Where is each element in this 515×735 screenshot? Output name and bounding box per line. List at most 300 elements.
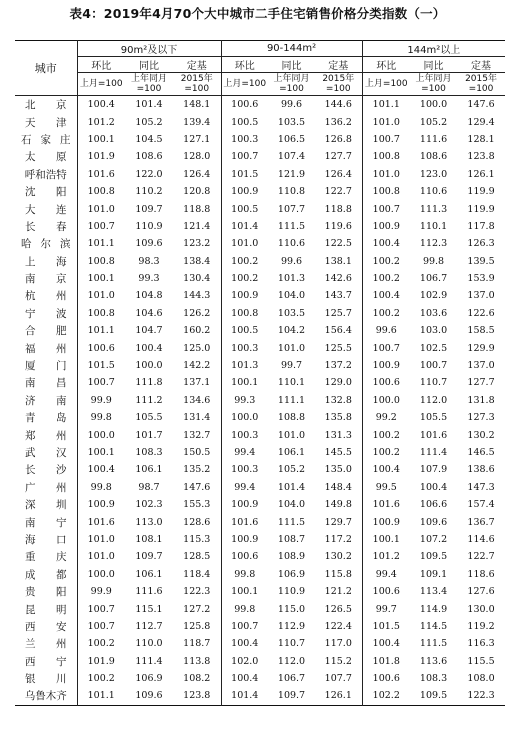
index-value: 110.2 xyxy=(135,186,163,198)
index-value: 149.8 xyxy=(324,499,352,511)
index-value: 100.7 xyxy=(221,618,268,635)
index-value: 99.9 xyxy=(77,583,125,600)
city-name: 长 沙 xyxy=(25,464,67,477)
index-value: 118.8 xyxy=(324,203,352,215)
index-value: 100.8 xyxy=(362,148,410,165)
index-value: 145.5 xyxy=(324,447,352,458)
city-name: 郑 州 xyxy=(25,429,67,442)
table-row xyxy=(15,218,505,235)
index-value: 118.8 xyxy=(183,203,211,215)
index-value: 109.6 xyxy=(135,690,163,702)
index-value: 100.9 xyxy=(221,287,268,304)
index-value: 122.5 xyxy=(324,238,352,250)
index-value: 100.2 xyxy=(362,426,410,443)
index-value: 138.1 xyxy=(324,255,352,267)
city-name: 南 昌 xyxy=(25,377,67,390)
group-header-large: 144m²以上 xyxy=(362,41,505,57)
index-value: 100.1 xyxy=(77,444,125,461)
index-value: 143.7 xyxy=(324,290,352,302)
index-value: 158.5 xyxy=(467,325,495,337)
table-row xyxy=(15,635,505,652)
city-name: 合 肥 xyxy=(25,325,67,338)
index-value: 122.0 xyxy=(135,168,163,180)
index-value: 135.2 xyxy=(183,464,211,476)
index-value: 111.1 xyxy=(277,394,306,406)
index-value: 123.0 xyxy=(419,168,448,180)
index-value: 100.9 xyxy=(221,496,268,513)
index-value: 101.9 xyxy=(77,148,125,165)
index-value: 109.6 xyxy=(419,516,448,528)
sub-header-note: 上月=100 xyxy=(362,73,410,96)
table-row xyxy=(15,461,505,478)
city-name: 西 宁 xyxy=(25,655,67,668)
index-value: 100.7 xyxy=(77,218,125,235)
index-value: 101.6 xyxy=(77,166,125,183)
index-value: 125.0 xyxy=(183,342,211,354)
index-value: 100.1 xyxy=(362,531,410,548)
index-value: 101.4 xyxy=(221,218,268,235)
group-header-small: 90m²及以下 xyxy=(77,41,221,57)
index-value: 105.2 xyxy=(419,116,448,128)
sub-header-note: 上月=100 xyxy=(221,73,268,96)
table-body xyxy=(15,96,505,706)
index-value: 107.2 xyxy=(419,533,448,545)
index-value: 128.1 xyxy=(467,133,495,145)
index-value: 123.2 xyxy=(183,238,211,250)
table-row xyxy=(15,287,505,304)
index-value: 101.1 xyxy=(77,687,125,705)
index-value: 106.5 xyxy=(277,133,306,145)
city-column-header: 城市 xyxy=(15,41,77,96)
index-value: 100.3 xyxy=(221,131,268,148)
index-value: 101.2 xyxy=(362,548,410,565)
index-value: 103.0 xyxy=(419,325,448,337)
index-value: 107.7 xyxy=(324,673,352,685)
table-row xyxy=(15,253,505,270)
index-value: 111.5 xyxy=(419,638,448,650)
city-name: 济 南 xyxy=(25,394,67,407)
index-value: 100.4 xyxy=(362,461,410,478)
index-value: 111.5 xyxy=(277,220,306,232)
index-value: 126.8 xyxy=(324,133,352,145)
sub-header-label: 定基 xyxy=(173,57,221,73)
index-value: 121.4 xyxy=(183,220,211,232)
index-value: 126.3 xyxy=(467,238,495,250)
index-value: 137.0 xyxy=(467,360,495,372)
index-value: 101.0 xyxy=(362,166,410,183)
index-value: 99.8 xyxy=(422,255,445,267)
index-value: 100.4 xyxy=(77,461,125,478)
index-value: 115.5 xyxy=(467,655,495,667)
index-value: 100.0 xyxy=(77,426,125,443)
table-row xyxy=(15,113,505,130)
index-value: 101.2 xyxy=(77,113,125,130)
index-value: 120.8 xyxy=(183,186,211,198)
index-value: 100.2 xyxy=(362,305,410,322)
index-value: 108.0 xyxy=(467,673,495,685)
sub-header-note: 2015年=100 xyxy=(465,74,497,94)
table-row xyxy=(15,392,505,409)
index-value: 100.5 xyxy=(221,113,268,130)
index-value: 114.9 xyxy=(419,603,448,615)
index-value: 115.1 xyxy=(135,603,163,615)
index-value: 100.6 xyxy=(362,374,410,391)
city-name: 成 都 xyxy=(25,568,67,581)
index-value: 100.0 xyxy=(362,392,410,409)
index-value: 130.2 xyxy=(324,551,352,563)
index-value: 113.0 xyxy=(135,516,163,528)
index-value: 102.3 xyxy=(135,499,163,511)
index-value: 101.0 xyxy=(77,548,125,565)
index-value: 100.6 xyxy=(362,583,410,600)
index-value: 101.5 xyxy=(77,357,125,374)
index-value: 122.3 xyxy=(467,690,495,702)
index-value: 147.6 xyxy=(467,99,495,111)
index-value: 99.4 xyxy=(221,444,268,461)
table-row xyxy=(15,531,505,548)
city-name: 宁 波 xyxy=(25,307,67,320)
sub-header-label: 环比 xyxy=(77,57,125,73)
city-name: 南 宁 xyxy=(25,516,67,529)
table-row xyxy=(15,270,505,287)
city-name: 昆 明 xyxy=(25,603,67,616)
index-value: 115.0 xyxy=(277,603,306,615)
index-value: 100.4 xyxy=(221,670,268,687)
index-value: 108.8 xyxy=(277,412,306,424)
index-value: 99.4 xyxy=(362,566,410,583)
index-value: 123.8 xyxy=(467,151,495,163)
index-value: 134.6 xyxy=(183,394,211,406)
index-value: 103.6 xyxy=(419,307,448,319)
index-value: 131.3 xyxy=(324,429,352,441)
index-value: 109.7 xyxy=(277,690,306,702)
table-row xyxy=(15,548,505,565)
index-value: 108.6 xyxy=(419,151,448,163)
table-row xyxy=(15,374,505,391)
table-title: 表4：2019年4月70个大中城市二手住宅销售价格分类指数（一） xyxy=(69,6,446,21)
city-name: 石 家 庄 xyxy=(21,133,71,146)
table-row xyxy=(15,166,505,183)
index-value: 108.7 xyxy=(277,533,306,545)
index-value: 110.0 xyxy=(135,638,163,650)
index-value: 105.5 xyxy=(135,412,163,424)
index-value: 160.2 xyxy=(183,325,211,337)
index-value: 100.6 xyxy=(362,670,410,687)
index-value: 119.9 xyxy=(467,203,495,215)
index-value: 106.7 xyxy=(419,273,448,285)
index-value: 100.3 xyxy=(221,426,268,443)
index-value: 99.4 xyxy=(221,479,268,496)
index-value: 126.5 xyxy=(324,603,352,615)
index-value: 100.4 xyxy=(362,235,410,252)
index-value: 128.0 xyxy=(183,151,211,163)
index-value: 136.2 xyxy=(324,116,352,128)
index-value: 122.6 xyxy=(467,307,495,319)
index-value: 118.6 xyxy=(467,568,495,580)
index-value: 101.6 xyxy=(77,513,125,530)
index-value: 130.4 xyxy=(183,273,211,285)
index-value: 115.2 xyxy=(324,655,352,667)
index-value: 109.7 xyxy=(135,551,163,563)
index-value: 100.0 xyxy=(77,566,125,583)
table-row xyxy=(15,183,505,200)
index-value: 129.4 xyxy=(467,116,495,128)
city-name: 广 州 xyxy=(25,481,67,494)
index-value: 114.5 xyxy=(419,620,448,632)
index-value: 100.0 xyxy=(419,99,448,111)
index-value: 100.2 xyxy=(77,670,125,687)
note-header-row xyxy=(15,73,505,96)
index-value: 101.4 xyxy=(221,687,268,705)
index-value: 100.9 xyxy=(221,183,268,200)
city-name: 青 岛 xyxy=(25,412,67,425)
index-value: 100.7 xyxy=(221,148,268,165)
index-value: 110.1 xyxy=(277,377,306,389)
table-row xyxy=(15,235,505,252)
index-value: 100.1 xyxy=(77,270,125,287)
sub-header-note: 上年同月=100 xyxy=(415,74,452,94)
index-value: 131.4 xyxy=(183,412,211,424)
index-value: 105.2 xyxy=(277,464,306,476)
table-row xyxy=(15,426,505,443)
index-value: 129.9 xyxy=(467,342,495,354)
sub-header-label: 环比 xyxy=(221,57,268,73)
index-value: 106.1 xyxy=(277,447,306,458)
table-row xyxy=(15,305,505,322)
index-value: 130.0 xyxy=(467,603,495,615)
index-value: 108.2 xyxy=(183,673,211,685)
index-value: 111.2 xyxy=(135,394,163,406)
index-value: 108.1 xyxy=(135,533,163,545)
index-value: 112.7 xyxy=(135,620,163,632)
sub-header-row xyxy=(15,57,505,73)
sub-header-note: 上年同月=100 xyxy=(273,74,310,94)
index-value: 102.9 xyxy=(419,290,448,302)
index-value: 100.2 xyxy=(362,444,410,461)
index-value: 101.0 xyxy=(277,342,306,354)
index-value: 99.2 xyxy=(362,409,410,426)
index-value: 103.5 xyxy=(277,116,306,128)
index-value: 135.0 xyxy=(324,464,352,476)
index-value: 119.2 xyxy=(467,620,495,632)
index-value: 118.4 xyxy=(183,568,211,580)
index-value: 100.7 xyxy=(77,618,125,635)
sub-header-label: 环比 xyxy=(362,57,410,73)
city-name: 深 圳 xyxy=(25,499,67,512)
index-value: 147.6 xyxy=(183,481,211,493)
index-value: 110.9 xyxy=(135,220,163,232)
index-value: 113.6 xyxy=(419,655,448,667)
index-value: 111.4 xyxy=(135,655,163,667)
table-row xyxy=(15,322,505,339)
index-value: 100.2 xyxy=(77,635,125,652)
index-value: 101.4 xyxy=(277,481,306,493)
index-value: 101.1 xyxy=(362,96,410,114)
index-value: 106.1 xyxy=(135,464,163,476)
index-value: 125.8 xyxy=(183,620,211,632)
index-value: 106.9 xyxy=(277,568,306,580)
index-value: 100.9 xyxy=(362,357,410,374)
sub-header-label: 同比 xyxy=(125,57,173,73)
table-row xyxy=(15,339,505,356)
index-value: 101.5 xyxy=(221,166,268,183)
index-value: 112.0 xyxy=(419,394,448,406)
index-value: 117.2 xyxy=(324,533,352,545)
index-value: 99.3 xyxy=(221,392,268,409)
city-name: 武 汉 xyxy=(25,447,67,459)
index-value: 112.0 xyxy=(277,655,306,667)
city-name: 呼和浩特 xyxy=(24,168,67,181)
index-value: 100.9 xyxy=(77,496,125,513)
index-value: 127.3 xyxy=(467,412,495,424)
index-value: 144.6 xyxy=(324,99,352,111)
index-value: 139.4 xyxy=(183,116,211,128)
index-value: 126.1 xyxy=(467,168,495,180)
index-value: 99.8 xyxy=(77,479,125,496)
index-value: 121.9 xyxy=(277,168,306,180)
index-value: 101.0 xyxy=(77,287,125,304)
index-value: 111.4 xyxy=(419,447,448,458)
city-name: 福 州 xyxy=(25,342,67,355)
index-value: 137.1 xyxy=(183,377,211,389)
index-value: 111.6 xyxy=(419,133,448,145)
index-value: 129.7 xyxy=(324,516,352,528)
index-value: 100.2 xyxy=(362,270,410,287)
index-value: 113.8 xyxy=(183,655,211,667)
table-row xyxy=(15,96,505,114)
sub-header-label: 同比 xyxy=(410,57,457,73)
sub-header-note: 上月=100 xyxy=(77,73,125,96)
index-value: 119.9 xyxy=(467,186,495,198)
index-value: 101.3 xyxy=(277,273,306,285)
index-value: 100.6 xyxy=(77,339,125,356)
index-value: 100.2 xyxy=(362,253,410,270)
table-row xyxy=(15,653,505,670)
index-value: 99.7 xyxy=(362,600,410,617)
index-value: 128.5 xyxy=(183,551,211,563)
index-value: 101.6 xyxy=(419,429,448,441)
index-value: 126.2 xyxy=(183,307,211,319)
index-value: 101.4 xyxy=(135,99,163,111)
index-value: 109.5 xyxy=(419,551,448,563)
index-value: 127.7 xyxy=(324,151,352,163)
sub-header-note: 上年同月=100 xyxy=(130,74,167,94)
city-name: 贵 阳 xyxy=(25,586,67,599)
index-value: 115.3 xyxy=(183,533,211,545)
table-row xyxy=(15,409,505,426)
index-value: 127.1 xyxy=(183,133,211,145)
index-value: 104.6 xyxy=(135,307,163,319)
index-value: 122.3 xyxy=(183,586,211,598)
index-value: 100.7 xyxy=(77,374,125,391)
table-row xyxy=(15,687,505,705)
index-value: 135.8 xyxy=(324,412,352,424)
sub-header-note: 2015年=100 xyxy=(180,74,213,94)
index-value: 100.5 xyxy=(221,200,268,217)
index-value: 110.7 xyxy=(419,377,448,389)
index-value: 130.2 xyxy=(467,429,495,441)
index-value: 100.7 xyxy=(362,339,410,356)
index-value: 111.5 xyxy=(277,516,306,528)
index-value: 100.8 xyxy=(77,305,125,322)
city-name: 重 庆 xyxy=(25,551,67,564)
index-value: 100.7 xyxy=(419,360,448,372)
index-value: 99.6 xyxy=(280,255,303,267)
index-value: 126.4 xyxy=(324,168,352,180)
index-value: 122.7 xyxy=(324,186,352,198)
index-value: 101.8 xyxy=(362,653,410,670)
index-value: 99.8 xyxy=(221,566,268,583)
index-value: 153.9 xyxy=(467,273,495,285)
index-value: 101.5 xyxy=(362,618,410,635)
table-row xyxy=(15,583,505,600)
index-value: 98.7 xyxy=(138,481,160,493)
index-value: 100.4 xyxy=(419,481,448,493)
index-value: 102.0 xyxy=(221,653,268,670)
index-value: 99.3 xyxy=(138,273,160,285)
index-value: 111.6 xyxy=(135,586,163,598)
index-value: 142.6 xyxy=(324,273,352,285)
index-value: 155.3 xyxy=(183,499,211,511)
index-value: 100.2 xyxy=(221,270,268,287)
index-value: 113.4 xyxy=(419,586,448,598)
index-value: 148.1 xyxy=(183,99,211,111)
index-value: 125.7 xyxy=(324,307,352,319)
index-value: 107.7 xyxy=(277,203,306,215)
index-value: 110.6 xyxy=(419,186,448,198)
index-value: 102.2 xyxy=(362,687,410,705)
city-name: 银 川 xyxy=(25,673,67,686)
index-value: 109.1 xyxy=(419,568,448,580)
index-value: 146.5 xyxy=(467,447,495,458)
city-name: 天 津 xyxy=(25,116,67,129)
index-value: 108.3 xyxy=(135,447,163,458)
index-value: 104.5 xyxy=(135,133,163,145)
index-value: 100.9 xyxy=(221,531,268,548)
index-value: 99.8 xyxy=(77,409,125,426)
index-value: 122.7 xyxy=(467,551,495,563)
index-value: 100.8 xyxy=(77,183,125,200)
index-value: 106.7 xyxy=(277,673,306,685)
price-index-table xyxy=(15,40,505,706)
index-value: 148.4 xyxy=(324,481,352,493)
index-value: 108.9 xyxy=(277,551,306,563)
index-value: 109.7 xyxy=(135,203,163,215)
index-value: 100.0 xyxy=(221,409,268,426)
index-value: 101.0 xyxy=(77,200,125,217)
city-name: 长 春 xyxy=(25,220,67,233)
index-value: 126.4 xyxy=(183,168,211,180)
index-value: 156.4 xyxy=(324,325,352,337)
table-row xyxy=(15,496,505,513)
index-value: 101.1 xyxy=(77,322,125,339)
city-name: 海 口 xyxy=(25,533,67,546)
city-name: 厦 门 xyxy=(25,360,67,373)
table-header xyxy=(15,41,505,96)
index-value: 99.9 xyxy=(77,392,125,409)
index-value: 127.2 xyxy=(183,603,211,615)
table-row xyxy=(15,479,505,496)
group-header-medium: 90-144m² xyxy=(221,41,362,57)
sub-header-label: 定基 xyxy=(457,57,505,73)
index-value: 104.0 xyxy=(277,499,306,511)
table-row xyxy=(15,131,505,148)
index-value: 112.9 xyxy=(277,620,306,632)
index-value: 100.8 xyxy=(362,183,410,200)
index-value: 99.7 xyxy=(280,360,303,372)
index-value: 100.3 xyxy=(221,461,268,478)
index-value: 104.0 xyxy=(277,290,306,302)
